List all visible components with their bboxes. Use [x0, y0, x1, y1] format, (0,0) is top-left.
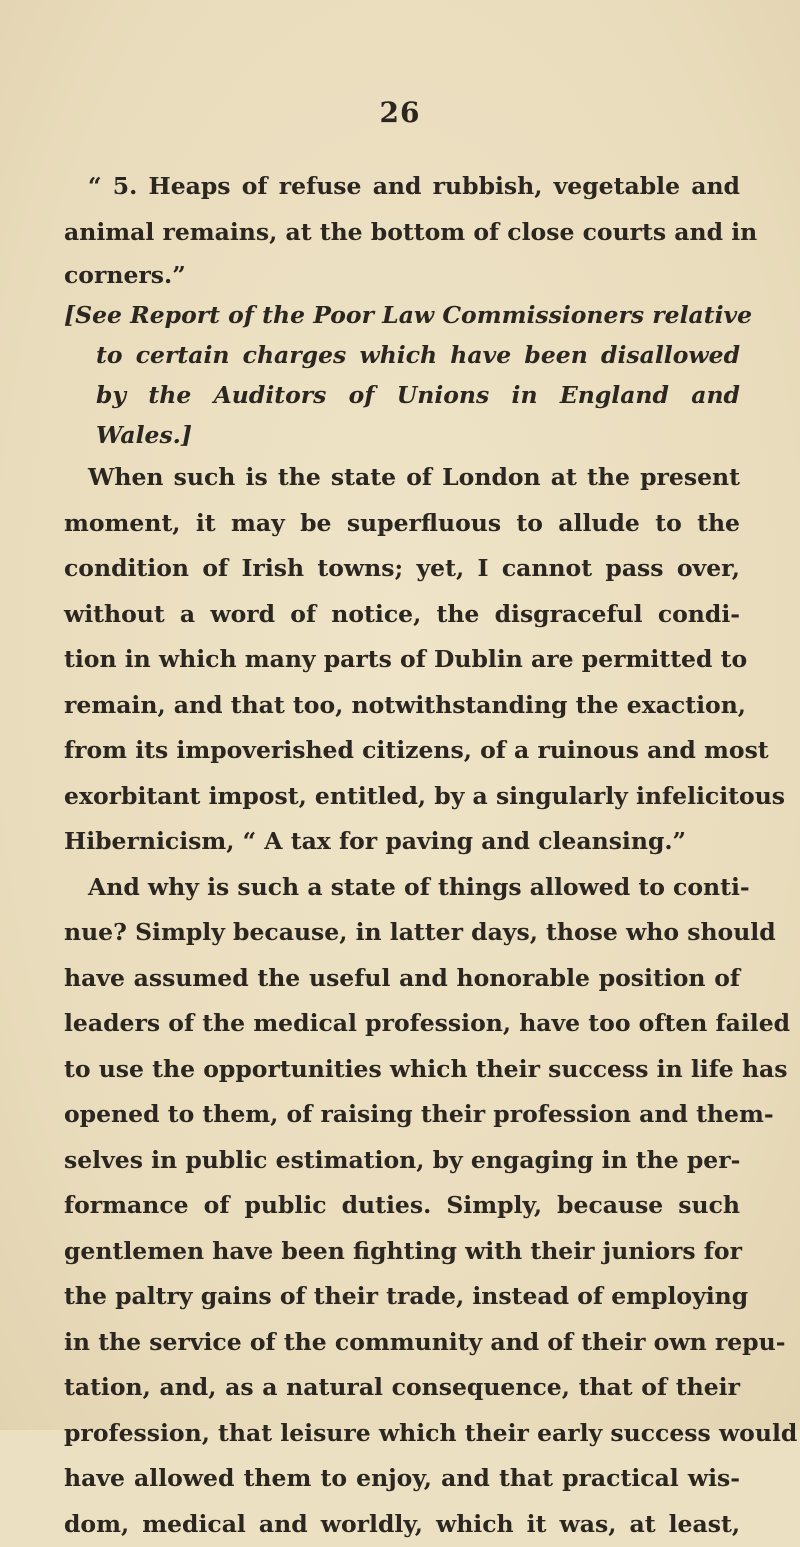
text-line: Hibernicism, “ A tax for paving and cleansing.” [64, 819, 740, 865]
text-line: moment, it may be superfluous to allude to the [64, 501, 740, 547]
text-line: “ 5. Heaps of refuse and rubbish, vegetable and [64, 164, 740, 210]
text-line: exorbitant impost, entitled, by a singularly infelicitous [64, 774, 740, 820]
text-line: When such is the state of London at the present [64, 455, 740, 501]
text-line: by the Auditors of Unions in England and [64, 375, 740, 415]
text-line: dom, medical and worldly, which it was, at least, [64, 1502, 740, 1547]
text-line: to certain charges which have been disallowed [64, 335, 740, 375]
text-line: remain, and that too, notwithstanding the exaction, [64, 683, 740, 729]
text-line: have allowed them to enjoy, and that practical wis- [64, 1456, 740, 1502]
text-line: gentlemen have been fighting with their juniors for [64, 1229, 740, 1275]
text-line: from its impoverished citizens, of a ruinous and most [64, 728, 740, 774]
text-line: tation, and, as a natural consequence, that of their [64, 1365, 740, 1411]
text-line: in the service of the community and of their own repu- [64, 1320, 740, 1366]
text-line: the paltry gains of their trade, instead of employing [64, 1274, 740, 1320]
text-line: leaders of the medical profession, have too often failed [64, 1001, 740, 1047]
text-line: without a word of notice, the disgraceful condi- [64, 592, 740, 638]
text-line: animal remains, at the bottom of close courts and in [64, 210, 740, 256]
text-line: opened to them, of raising their profession and them- [64, 1092, 740, 1138]
text-line: tion in which many parts of Dublin are permitted to [64, 637, 740, 683]
page-number: 26 [0, 96, 800, 129]
text-line: And why is such a state of things allowed to conti- [64, 865, 740, 911]
text-line: nue? Simply because, in latter days, those who should [64, 910, 740, 956]
body-text [64, 164, 740, 1547]
text-line: Wales.] [64, 415, 740, 455]
text-line: formance of public duties. Simply, because such [64, 1183, 740, 1229]
text-line: corners.” [64, 255, 740, 295]
text-line: selves in public estimation, by engaging in the per- [64, 1138, 740, 1184]
text-line: have assumed the useful and honorable position of [64, 956, 740, 1002]
text-line: condition of Irish towns; yet, I cannot pass over, [64, 546, 740, 592]
text-line: [See Report of the Poor Law Commissioners relative [64, 295, 740, 335]
text-line: to use the opportunities which their success in life has [64, 1047, 740, 1093]
text-line: profession, that leisure which their early success would [64, 1411, 740, 1457]
